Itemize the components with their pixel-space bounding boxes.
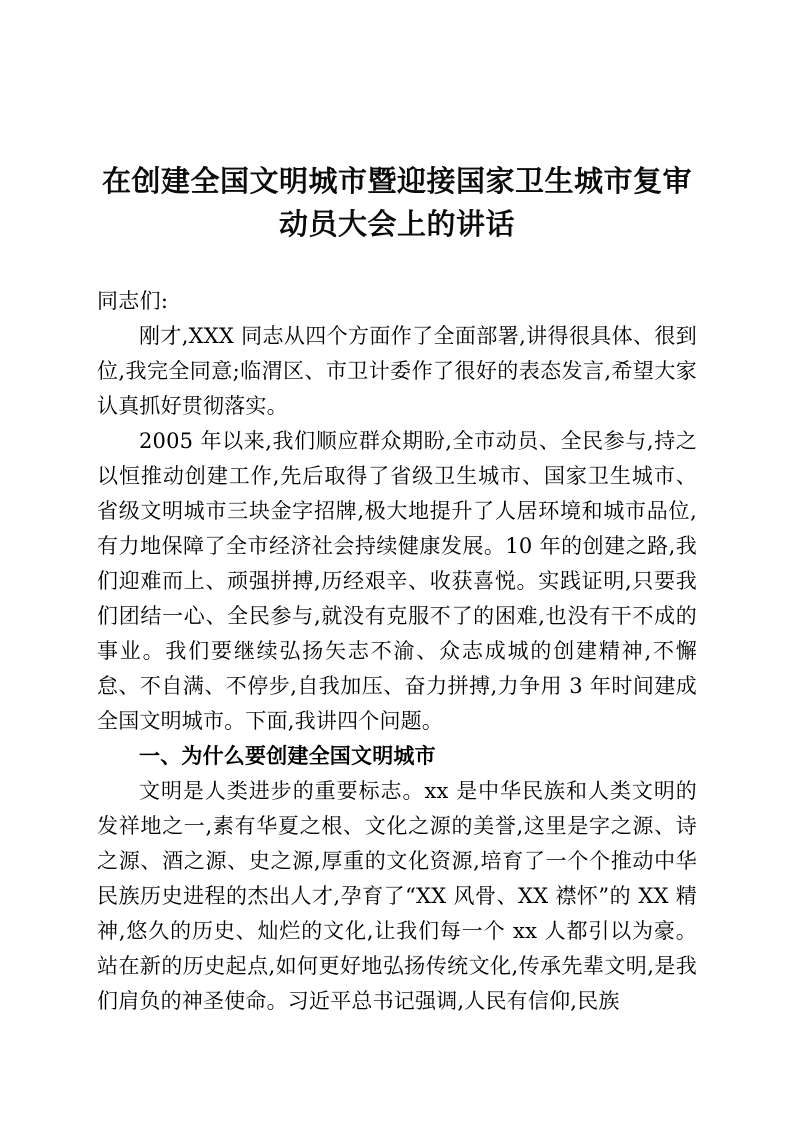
document-content <box>97 0 697 1019</box>
page-title-line-1: 在创建全国文明城市暨迎接国家卫生城市复审 <box>101 164 692 198</box>
body-paragraph-1: 刚才,XXX 同志从四个方面作了全面部署,讲得很具体、很到位,我完全同意;临渭区、市卫计委作了很好的表态发言,希望大家认真抓好贯彻落实。 <box>97 324 697 418</box>
salutation: 同志们: <box>97 289 169 313</box>
page-title-line-2: 动员大会上的讲话 <box>278 207 515 241</box>
page-title <box>97 160 697 246</box>
section-heading-1: 一、为什么要创建全国文明城市 <box>139 744 436 768</box>
body-paragraph-3: 文明是人类进步的重要标志。xx 是中华民族和人类文明的发祥地之一,素有华夏之根、文化之源的美誉,这里是字之源、诗之源、酒之源、史之源,厚重的文化资源,培育了一个个推动中华民族历史进程的杰出人才,孕育了“XX 风骨、XX 襟怀”的 XX 精神,悠久的历史、灿烂的文化,让我们每一个 xx 人都引以为豪。站在新的历史起点,如何更好地弘扬传统文化,传承先辈文明,是我们肩负的神圣使命。习近平总书记强调,人民有信仰,民族 <box>97 779 697 1013</box>
top-margin-spacer <box>97 0 697 160</box>
title-body-gap <box>97 246 697 284</box>
body-paragraph-2: 2005 年以来,我们顺应群众期盼,全市动员、全民参与,持之以恒推动创建工作,先后取得了省级卫生城市、国家卫生城市、省级文明城市三块金字招牌,极大地提升了人居环境和城市品位,有力地保障了全市经济社会持续健康发展。10 年的创建之路,我们迎难而上、顽强拼搏,历经艰辛、收获喜悦。实践证明,只要我们团结一心、全民参与,就没有克服不了的困难,也没有干不成的事业。我们要继续弘扬矢志不渝、众志成城的创建精神,不懈怠、不自满、不停步,自我加压、奋力拼搏,力争用 3 年时间建成全国文明城市。下面,我讲四个问题。 <box>97 429 697 733</box>
